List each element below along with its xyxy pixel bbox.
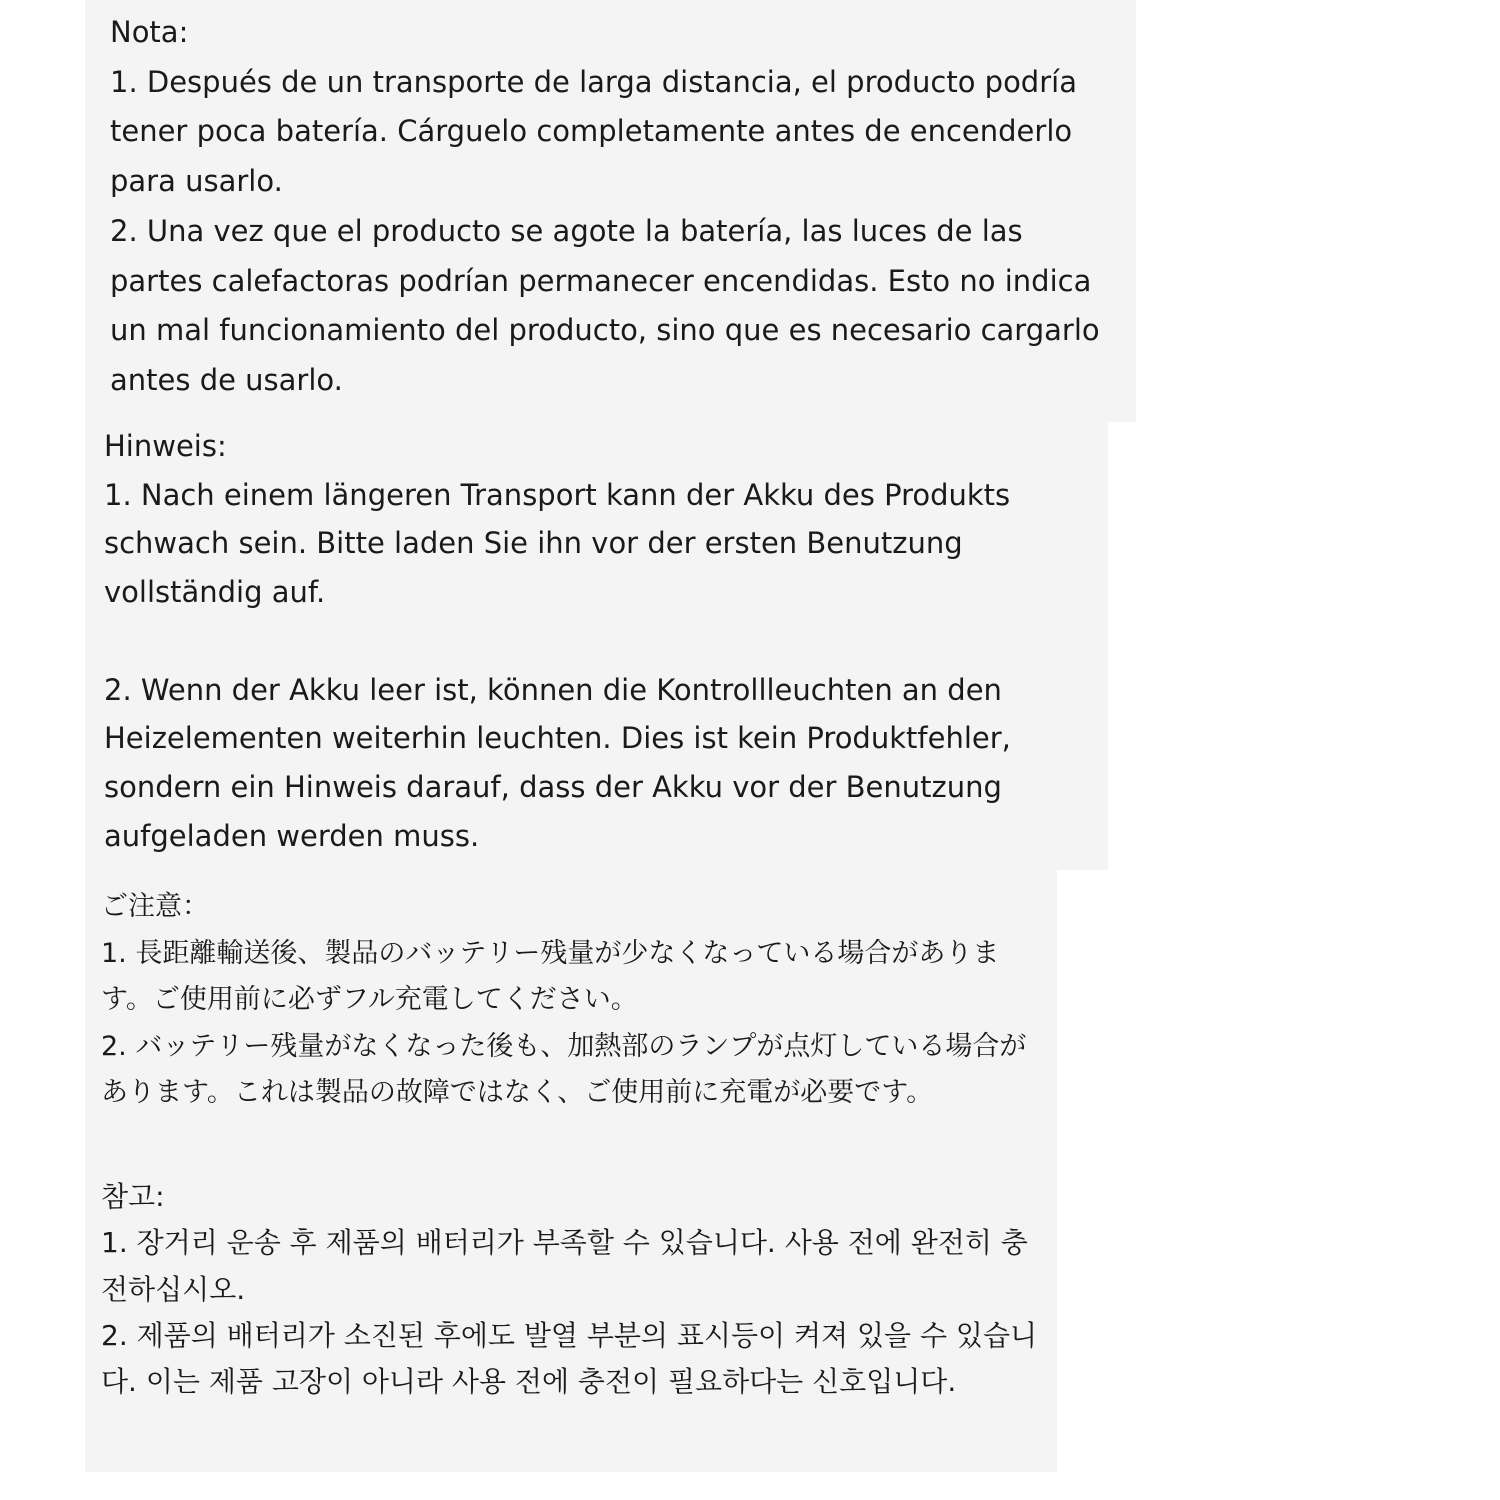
japanese-note-heading: ご注意： (101, 891, 209, 922)
german-note-block (85, 422, 1108, 870)
japanese-note-item-2: 2. バッテリー残量がなくなった後も、加熱部のランプが点灯している場合があります。これは製品の故障ではなく、ご使用前に充電が必要です。 (101, 1030, 1027, 1108)
spanish-note-heading: Nota: (110, 15, 189, 49)
japanese-note-item-1: 1. 長距離輸送後、製品のバッテリー残量が少なくなっている場合があります。ご使用前に必ずフル充電してください。 (101, 937, 1000, 1015)
german-note-item-1: 1. Nach einem längeren Transport kann der Akku des Produkts schwach sein. Bitte laden Sie ihn vor der ersten Benutzung vollständig auf. (104, 477, 1011, 610)
korean-note-block (85, 1166, 1057, 1472)
german-note-heading: Hinweis: (104, 429, 227, 463)
japanese-note-block (85, 870, 1057, 1166)
german-paragraph-spacer (104, 617, 1088, 666)
spanish-note-item-2: 2. Una vez que el producto se agote la batería, las luces de las partes calefactoras podrían permanecer encendidas. Esto no indica un mal funcionamiento del producto, sino que es necesario cargarlo antes de usarlo. (110, 213, 1100, 397)
spanish-note-block (85, 0, 1136, 422)
spanish-note-item-1: 1. Después de un transporte de larga distancia, el producto podría tener poca batería. Cárguelo completamente antes de encenderlo para usarlo. (110, 64, 1077, 199)
korean-note-item-2: 2. 제품의 배터리가 소진된 후에도 발열 부분의 표시등이 켜져 있을 수 있습니다. 이는 제품 고장이 아니라 사용 전에 충전이 필요하다는 신호입니다. (101, 1318, 1038, 1399)
german-note-item-2: 2. Wenn der Akku leer ist, können die Kontrollleuchten an den Heizelementen weiterhin leuchten. Dies ist kein Produktfehler, sondern ein Hinweis darauf, dass der Akku vor der Benutzung aufgeladen werden muss. (104, 672, 1011, 853)
korean-note-item-1: 1. 장거리 운송 후 제품의 배터리가 부족할 수 있습니다. 사용 전에 완전히 충전하십시오. (101, 1226, 1028, 1306)
korean-note-heading: 참고: (101, 1180, 165, 1213)
